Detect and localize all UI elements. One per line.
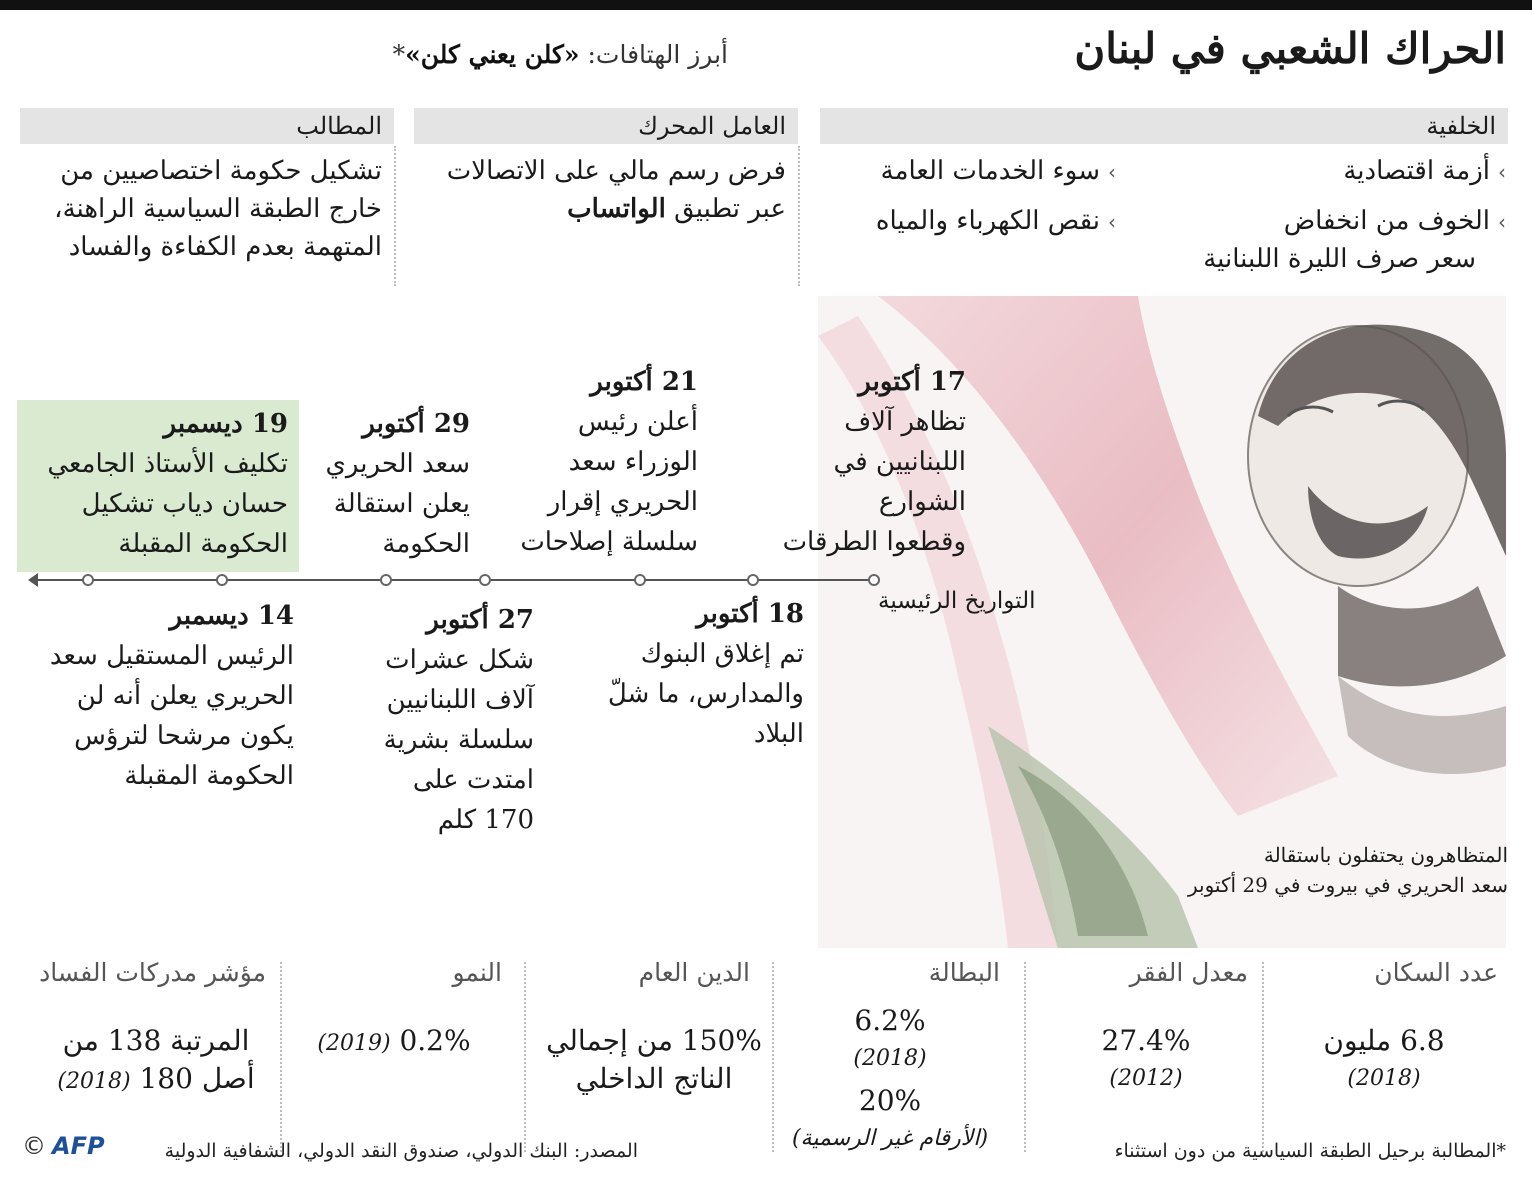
timeline-event: 19 ديسمبر تكليف الأستاذ الجامعي حسان دياب تشكيل الحكومة المقبلة: [47, 404, 288, 564]
demands-line-3: المتهمة بعدم الكفاءة والفساد: [68, 232, 382, 262]
stat-corruption: المرتبة 138 من أصل 180 (2018): [57, 1024, 255, 1095]
caption-line-2: سعد الحريري في بيروت في 29 أكتوبر: [1188, 873, 1508, 897]
event-date: 14 ديسمبر: [169, 601, 294, 631]
timeline-event: 17 أكتوبر تظاهر آلاف اللبنانيين في الشوارع وقطعوا الطرقات: [783, 362, 966, 562]
timeline-tick: [868, 574, 880, 586]
trigger-header: العامل المحرك: [414, 108, 798, 144]
background-item-3: ›الخوف من انخفاض: [1283, 206, 1506, 236]
timeline-event: 27 أكتوبر شكل عشرات آلاف اللبنانيين سلسلة بشرية امتدت على 170 كلم: [384, 600, 534, 840]
stat-growth: (2019) 0.2%: [317, 1024, 471, 1057]
slogan: [393, 40, 728, 69]
photo-caption: [1188, 840, 1508, 900]
demands-line-1: تشكيل حكومة اختصاصيين من: [60, 156, 382, 186]
timeline-tick: [380, 574, 392, 586]
stat-poverty: 27.4% (2012): [1101, 1024, 1191, 1091]
chevron-icon: ›: [1498, 160, 1506, 184]
stat-debt: 150% من إجمالي الناتج الداخلي: [546, 1024, 762, 1095]
background-header: الخلفية: [820, 108, 1508, 144]
top-bar: [0, 0, 1532, 10]
slogan-mark: *: [392, 40, 406, 69]
stat-unemployment-label: البطالة: [928, 958, 1000, 987]
divider: [280, 962, 282, 1152]
background-item-1: ›أزمة اقتصادية: [1343, 156, 1506, 186]
copyright-icon: ©: [22, 1132, 46, 1160]
axis-label: التواريخ الرئيسية: [878, 588, 1036, 614]
page-title: الحراك الشعبي في لبنان: [1074, 24, 1506, 73]
timeline-event: 18 أكتوبر تم إغلاق البنوك والمدارس، ما شلّ البلاد: [608, 594, 804, 754]
divider: [772, 962, 774, 1152]
stat-population: 6.8 مليون (2018): [1323, 1024, 1445, 1091]
trigger-line-2: عبر تطبيق الواتساب: [567, 194, 786, 224]
divider: [1024, 962, 1026, 1152]
divider: [394, 146, 396, 286]
stat-corruption-label: مؤشر مدركات الفساد: [39, 958, 266, 987]
stat-growth-label: النمو: [452, 958, 502, 987]
event-date: 21 أكتوبر: [590, 367, 698, 397]
timeline-event: 14 ديسمبر الرئيس المستقيل سعد الحريري يعلن أنه لن يكون مرشحا لترؤس الحكومة المقبلة: [50, 596, 294, 796]
chevron-icon: ›: [1108, 160, 1116, 184]
slogan-label: أبرز الهتافات:: [579, 40, 728, 69]
trigger-line-1: فرض رسم مالي على الاتصالات: [446, 156, 786, 186]
background-item-4: ›نقص الكهرباء والمياه: [875, 206, 1116, 236]
source-text: المصدر: البنك الدولي، صندوق النقد الدولي، الشفافية الدولية: [164, 1140, 638, 1162]
demands-line-2: خارج الطبقة السياسية الراهنة،: [54, 194, 382, 224]
timeline-tick: [82, 574, 94, 586]
timeline-tick: [216, 574, 228, 586]
event-date: 29 أكتوبر: [362, 409, 470, 439]
afp-logo: [22, 1132, 105, 1160]
event-date: 27 أكتوبر: [426, 605, 534, 635]
chevron-icon: ›: [1108, 210, 1116, 234]
timeline-tick: [634, 574, 646, 586]
timeline-tick: [479, 574, 491, 586]
chevron-icon: ›: [1498, 210, 1506, 234]
event-date: 19 ديسمبر: [163, 409, 288, 439]
timeline-tick: [747, 574, 759, 586]
logo-text: AFP: [52, 1132, 105, 1160]
stat-debt-label: الدين العام: [638, 958, 750, 987]
stat-population-label: عدد السكان: [1374, 958, 1498, 987]
background-item-2: ›سوء الخدمات العامة: [880, 156, 1116, 186]
footnote: *المطالبة برحيل الطبقة السياسية من دون استثناء: [1114, 1140, 1506, 1162]
timeline-event: 29 أكتوبر سعد الحريري يعلن استقالة الحكومة: [326, 404, 470, 564]
event-date: 17 أكتوبر: [858, 367, 966, 397]
slogan-text: «كلن يعني كلن»: [405, 40, 580, 69]
divider: [1262, 962, 1264, 1152]
stat-unemployment: 6.2% (2018) 20% (الأرقام غير الرسمية): [791, 1004, 989, 1151]
divider: [524, 962, 526, 1152]
timeline-event: 21 أكتوبر أعلن رئيس الوزراء سعد الحريري إقرار سلسلة إصلاحات: [520, 362, 698, 562]
trigger-bold: الواتساب: [567, 194, 666, 224]
event-date: 18 أكتوبر: [696, 599, 804, 629]
caption-line-1: المتظاهرون يحتفلون باستقالة: [1263, 843, 1508, 867]
background-item-3-cont: سعر صرف الليرة اللبنانية: [1203, 244, 1476, 274]
stat-poverty-label: معدل الفقر: [1129, 958, 1248, 987]
divider: [798, 146, 800, 286]
demands-header: المطالب: [20, 108, 394, 144]
